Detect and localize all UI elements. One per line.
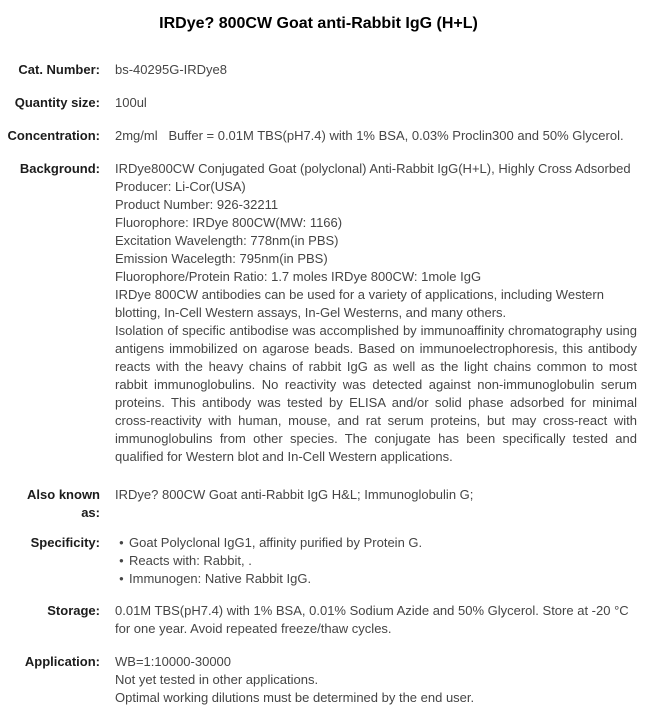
bullet-icon: ● — [119, 574, 124, 583]
quantity-size-label: Quantity size: — [14, 95, 100, 110]
application-line-not-tested: Not yet tested in other applications. — [115, 672, 319, 687]
bullet-icon: ● — [119, 556, 124, 565]
storage-label: Storage: — [47, 603, 100, 618]
field-row-concentration — [0, 127, 637, 145]
background-line-excitation: Excitation Wavelength: 778nm(in PBS) — [115, 233, 339, 248]
application-value — [115, 653, 637, 707]
application-label: Application: — [24, 654, 100, 669]
application-line-wb-dilution: WB=1:10000-30000 — [115, 654, 232, 669]
field-row-cat-number — [0, 61, 637, 79]
field-row-application — [0, 653, 637, 707]
background-value — [115, 160, 637, 466]
background-line-product-number: Product Number: 926-32211 — [115, 197, 279, 212]
specificity-bullet-item — [115, 534, 637, 552]
field-row-background — [0, 160, 637, 466]
cat-number-value: bs-40295G-IRDye8 — [115, 62, 227, 77]
concentration-value: 2mg/ml Buffer = 0.01M TBS(pH7.4) with 1% BSA, 0.03% Proclin300 and 50% Glycerol. — [115, 128, 624, 143]
field-row-specificity — [0, 534, 637, 588]
also-known-as-label: Also known as: — [27, 487, 100, 520]
storage-value: 0.01M TBS(pH7.4) with 1% BSA, 0.01% Sodium Azide and 50% Glycerol. Store at -20 °C for one year. Avoid repeated freeze/thaw cycles. — [115, 603, 629, 636]
background-paragraph-applications: IRDye 800CW antibodies can be used for a variety of applications, including Western blotting, In-Cell Western assays, In-Gel Westerns, and many others. — [115, 287, 604, 320]
concentration-label: Concentration: — [7, 128, 100, 143]
background-label: Background: — [19, 161, 100, 176]
background-line-producer: Producer: Li-Cor(USA) — [115, 179, 246, 194]
also-known-as-value: IRDye? 800CW Goat anti-Rabbit IgG H&L; Immunoglobulin G; — [115, 487, 474, 502]
specificity-bullet-item — [115, 570, 637, 588]
specificity-bullet-clonality: Goat Polyclonal IgG1, affinity purified by Protein G. — [129, 535, 423, 550]
background-line-fluorophore: Fluorophore: IRDye 800CW(MW: 1166) — [115, 215, 343, 230]
background-line-product: IRDye800CW Conjugated Goat (polyclonal) Anti-Rabbit IgG(H+L), Highly Cross Adsorbed — [115, 161, 631, 176]
page-title: IRDye? 800CW Goat anti-Rabbit IgG (H+L) — [159, 15, 478, 32]
background-paragraph-isolation: Isolation of specific antibodise was accomplished by immunoaffinity chromatography using antigens immobilized on agarose beads. Based on immunoelectrophoresis, this antibody reacts with the heavy chains of rabbit IgG as well as the light chains common to most rabbit immunoglobulins. No reactivity was detected against non-immunoglobulin serum proteins. This antibody was tested by ELISA and/or solid phase adsorbed for minimal cross-reactivity with human, mouse, and rat serum proteins, but may cross-react with immunoglobulins from other species. The conjugate has been specifically tested and qualified for Western blot and In-Cell Western applications. — [115, 323, 637, 464]
specificity-bullet-immunogen: Immunogen: Native Rabbit IgG. — [129, 571, 312, 586]
background-line-emission: Emission Wacelegth: 795nm(in PBS) — [115, 251, 328, 266]
field-row-also-known-as — [0, 486, 637, 522]
specificity-value — [115, 534, 637, 588]
field-row-storage — [0, 602, 637, 638]
specificity-bullet-item — [115, 552, 637, 570]
quantity-size-value: 100ul — [115, 95, 147, 110]
application-line-optimal-dilutions: Optimal working dilutions must be determined by the end user. — [115, 690, 475, 705]
specificity-label: Specificity: — [30, 535, 100, 550]
specificity-bullet-reacts-with: Reacts with: Rabbit, . — [129, 553, 252, 568]
bullet-icon: ● — [119, 538, 124, 547]
field-row-quantity-size — [0, 94, 637, 112]
cat-number-label: Cat. Number: — [18, 62, 100, 77]
background-line-ratio: Fluorophore/Protein Ratio: 1.7 moles IRDye 800CW: 1mole IgG — [115, 269, 482, 284]
